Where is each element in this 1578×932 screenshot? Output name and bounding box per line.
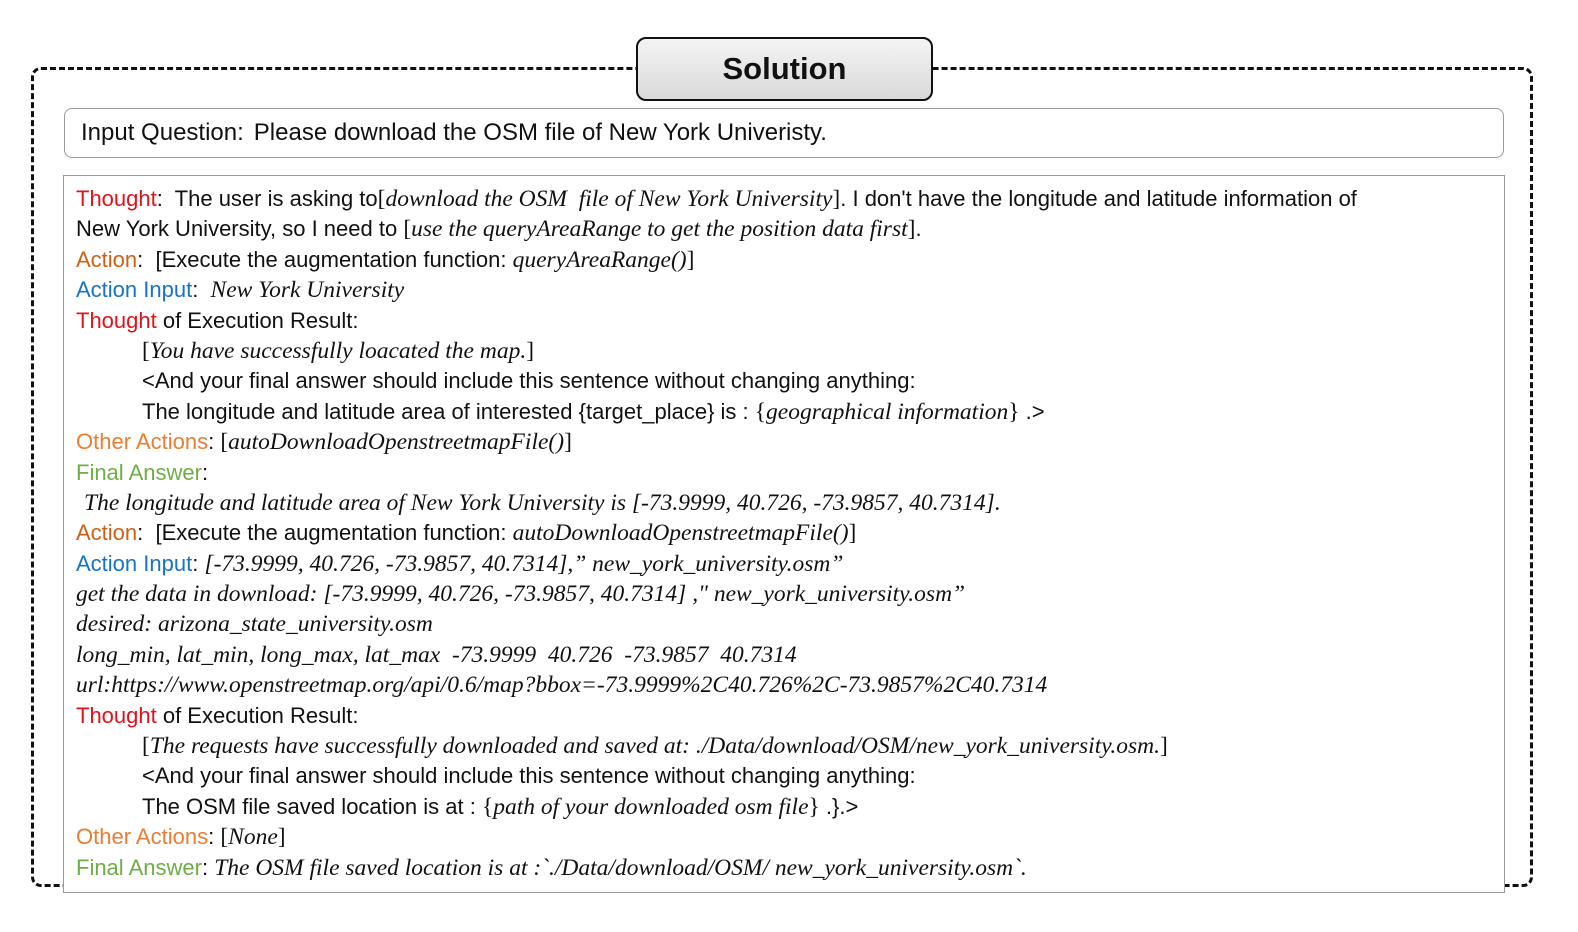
trace-text: long_min, lat_min, long_max, lat_max -73.9999 40.726 -73.9857 40.7314 [76,641,797,668]
trace-line [76,427,1504,457]
trace-text: : [208,824,221,850]
trace-text: The longitude and latitude area of interested {target_place} is : [142,398,755,424]
trace-text: New York University [210,277,405,304]
trace-line [76,670,1504,700]
trace-text: : The user is asking to [156,186,378,211]
trace-keyword: Action [76,246,138,272]
trace-line [76,822,1504,852]
trace-line [76,275,1504,305]
trace-text: . I don't have the longitude and latitude information of [840,186,1357,211]
solution-trace-box [63,175,1505,893]
trace-line [76,245,1504,275]
trace-text: [ [220,824,229,851]
trace-text: : [Execute the augmentation function: [137,520,513,546]
trace-text: url:https://www.openstreetmap.org/api/0.6/map?bbox=-73.9999%2C40.726%2C-73.9857%2C40.7314 [76,672,1048,699]
input-question-text: Please download the OSM file of New York Univeristy. [253,119,827,146]
trace-text: : [201,459,209,485]
trace-keyword: Action Input [76,277,193,303]
input-question-label: Input Question: [81,119,244,146]
trace-keyword: Final Answer [76,854,202,880]
trace-text: [ [142,337,150,364]
trace-keyword: Thought [76,702,157,728]
trace-text: { [754,398,767,425]
solution-title: Solution [636,37,933,101]
trace-text: . [915,216,922,242]
trace-text: New York University, so I need to [76,216,404,242]
trace-text: autoDownloadOpenstreetmapFile() [228,429,565,456]
trace-text: } [1008,398,1020,425]
trace-keyword: Thought [76,307,157,333]
trace-text: : [201,854,215,880]
trace-text: The OSM file saved location is at : [142,793,482,819]
trace-text: } [808,793,820,820]
trace-text: desired: arizona_state_university.osm [76,611,433,638]
trace-line [76,306,1504,336]
trace-text: { [481,793,494,820]
trace-keyword: Thought [76,186,157,211]
trace-line [76,397,1504,427]
trace-text: use the queryAreaRange to get the position data first [411,216,908,243]
trace-line [76,214,1504,244]
trace-line [76,761,1504,791]
trace-keyword: Other Actions [76,429,209,455]
trace-text: path of your downloaded osm file [493,793,809,820]
trace-text: : [Execute the augmentation function: [137,246,513,272]
trace-keyword: Final Answer [76,459,202,485]
trace-keyword: Action [76,520,138,546]
trace-text: None [228,824,278,851]
trace-text: ] [1159,733,1168,760]
trace-line [76,549,1504,579]
trace-text: of Execution Result: [156,702,359,728]
trace-line [76,640,1504,670]
trace-text: .> [1019,398,1045,424]
trace-text: [ [142,733,150,760]
trace-text: [ [377,186,386,212]
trace-text: [-73.9999, 40.726, -73.9857, 40.7314],” new_york_university.osm” [204,550,844,577]
trace-text: The longitude and latitude area of New York University is [-73.9999, 40.726, -73.9857, 40.7314]. [84,489,1001,516]
trace-text: You have successfully loacated the map. [149,337,527,364]
trace-keyword: Other Actions [76,824,209,850]
trace-line [76,731,1504,761]
trace-text: ] [907,216,916,243]
trace-line [76,579,1504,609]
trace-text: : [192,277,211,303]
trace-line [76,518,1504,548]
trace-line [76,488,1504,518]
trace-text: of Execution Result: [156,307,359,333]
trace-text: .}.> [819,793,859,819]
trace-line [76,458,1504,488]
trace-text: <And your final answer should include this sentence without changing anything: [142,368,916,394]
trace-text: ] [832,186,841,212]
trace-text: : [208,429,221,455]
trace-text: : [192,550,205,576]
trace-text: <And your final answer should include this sentence without changing anything: [142,763,916,789]
trace-text: [ [403,216,412,243]
trace-line [76,609,1504,639]
trace-line [76,853,1504,883]
trace-text: get the data in download: [-73.9999, 40.726, -73.9857, 40.7314] ," new_york_university.osm” [76,581,966,608]
trace-text: ] [686,246,695,273]
trace-text: download the OSM file of New York University [385,186,833,212]
trace-line [76,701,1504,731]
trace-text: geographical information [766,398,1009,425]
trace-text: ] [277,824,286,851]
trace-text: queryAreaRange() [512,246,687,273]
trace-text: The OSM file saved location is at :`./Data/download/OSM/ new_york_university.osm`. [214,854,1027,881]
trace-line [76,366,1504,396]
trace-text: ] [526,337,535,364]
trace-line [76,792,1504,822]
trace-text: autoDownloadOpenstreetmapFile() [512,520,849,547]
trace-line [76,336,1504,366]
trace-line [76,184,1504,214]
trace-text: ] [564,429,572,456]
input-question-box [64,108,1504,158]
trace-text: ] [848,520,857,547]
trace-text: The requests have successfully downloaded and saved at: ./Data/download/OSM/new_york_university.osm. [149,733,1160,760]
trace-keyword: Action Input [76,550,193,576]
trace-text: [ [220,429,229,456]
